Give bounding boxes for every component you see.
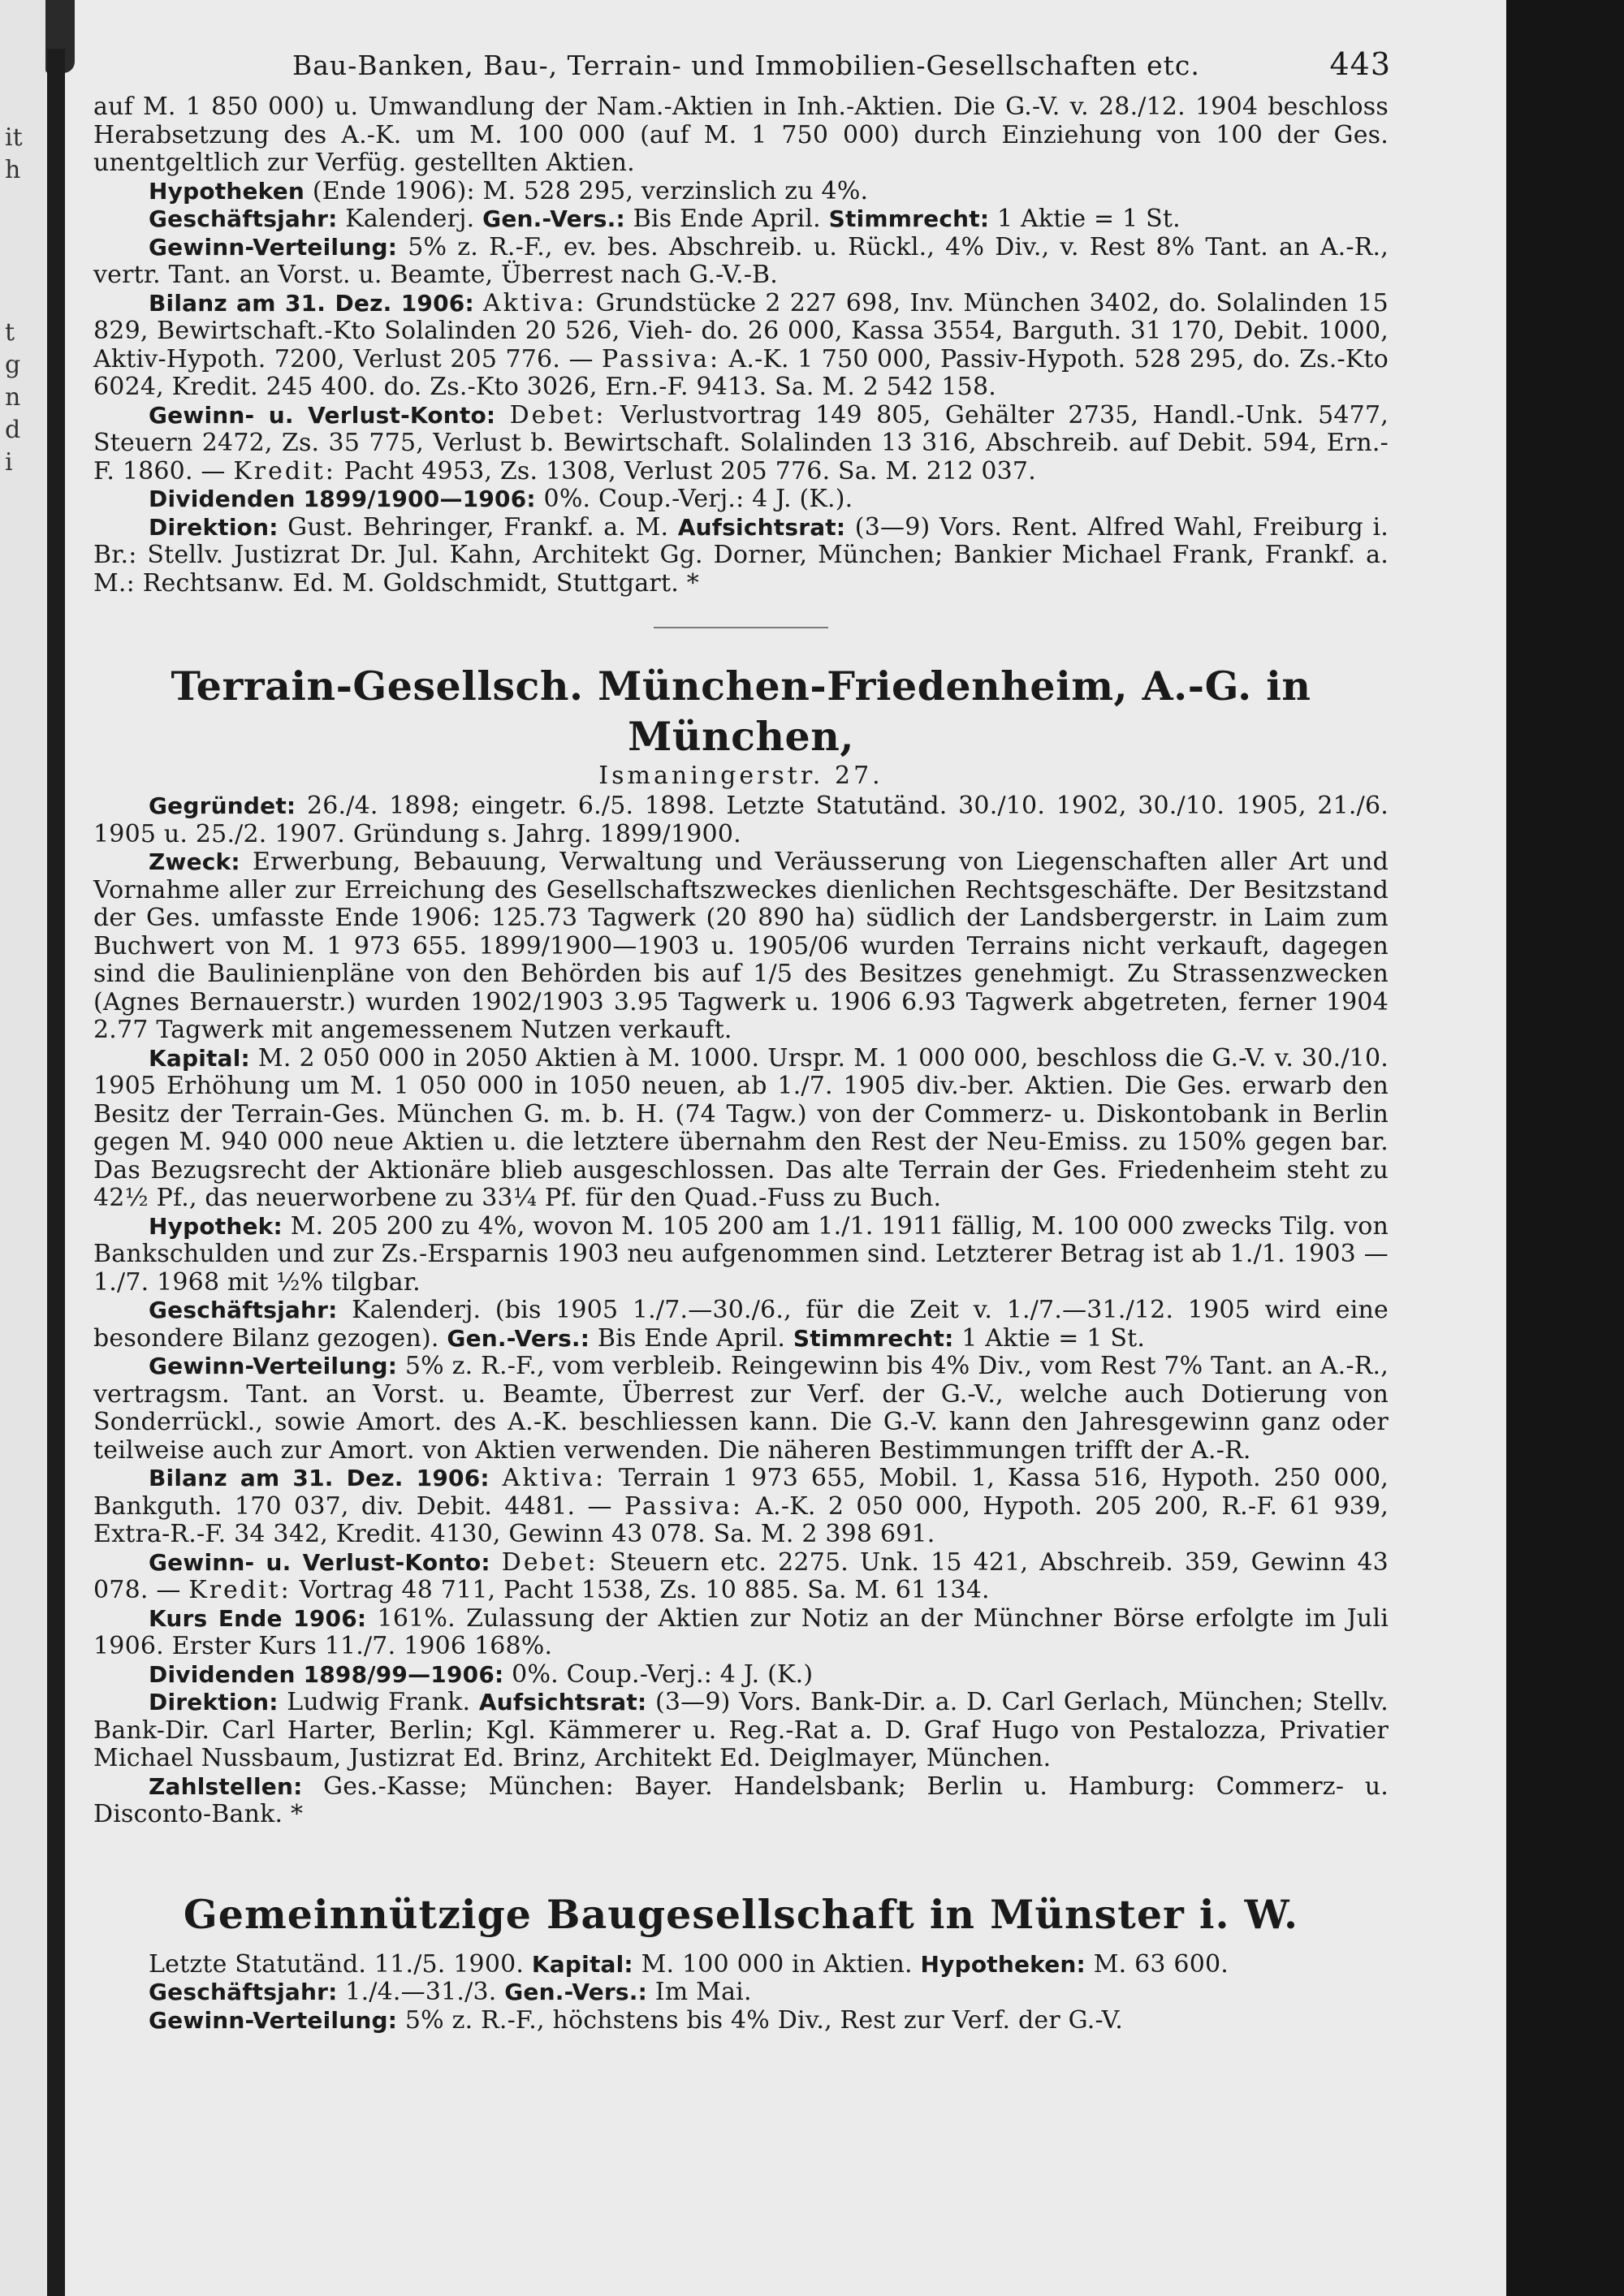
field-label: Hypothek: — [149, 1212, 283, 1240]
field-text: Bis Ende April. — [597, 1323, 786, 1353]
fragment: it — [5, 123, 23, 152]
entry-paragraph — [93, 486, 1389, 514]
field-label: Gewinn-Verteilung: — [149, 2006, 398, 2034]
field-sublabel: Kredit: — [233, 456, 336, 486]
entry-paragraph: auf M. 1 850 000) u. Umwandlung der Nam.-Aktien in Inh.-Aktien. Die G.-V. v. 28./12. 1904 beschloss Herabsetzung des A.-K. um M. 100 000 (auf M. 1 750 000) durch Einziehung von 100 der Ges. unentgeltlich zur Verfüg. gestellten Aktien. — [93, 93, 1389, 177]
field-text: Kalenderj. — [345, 205, 475, 233]
field-label: Kurs Ende 1906: — [149, 1604, 367, 1632]
continued-entry — [93, 93, 1389, 598]
field-sublabel: Aktiva: — [482, 288, 587, 317]
field-sublabel: Aktiva: — [502, 1464, 607, 1492]
company-entry — [93, 661, 1389, 1829]
field-label: Zweck: — [149, 848, 240, 875]
entry-paragraph — [93, 1549, 1389, 1605]
field-text: Ges.-Kasse; München: Bayer. Handelsbank; Berlin u. Hamburg: Commerz- u. Disconto-Bank. * — [93, 1772, 1389, 1828]
fragment: n — [5, 383, 21, 412]
field-text: Im Mai. — [654, 1978, 752, 2006]
field-label: Gewinn-Verteilung: — [149, 233, 398, 261]
field-label: Bilanz am 31. Dez. 1906: — [149, 1465, 490, 1491]
field-text: M. 63 600. — [1093, 1949, 1229, 1979]
field-text: Grundstücke 2 227 698, Inv. München 3402, do. Solalinden 15 829, Bewirtschaft.-Kto Solalinden 20 526, Vieh- do. 26 000, Kassa 3554, Barguth. 31 170, Debit. 1000, Aktiv-Hypoth. 7200, Verlust 205 776. — — [93, 288, 1389, 373]
field-text: M. 100 000 in Aktien. — [641, 1949, 913, 1979]
entry-paragraph — [93, 792, 1389, 848]
field-text: 0%. Coup.-Verj.: 4 J. (K.) — [512, 1659, 814, 1689]
field-text: Letzte Statutänd. 11./5. 1900. — [149, 1949, 525, 1979]
field-sublabel: Debet: — [509, 400, 607, 429]
field-text: 1 Aktie = 1 St. — [961, 1323, 1146, 1353]
page-header — [93, 45, 1389, 93]
field-label: Gewinn-Verteilung: — [149, 1353, 398, 1379]
field-text: 5% z. R.-F., ev. bes. Abschreib. u. Rückl., 4% Div., v. Rest 8% Tant. an A.-R., vertr. Tant. an Vorst. u. Beamte, Überrest nach G.-V.-B. — [93, 232, 1389, 289]
entry-paragraph — [93, 402, 1389, 486]
field-text: M. 2 050 000 in 2050 Aktien à M. 1000. Urspr. M. 1 000 000, beschloss die G.-V. v. 30./10. 1905 Erhöhung um M. 1 050 000 in 1050 neuen, ab 1./7. 1905 div.-ber. Aktien. Die Ges. erwarb den Besitz der Terrain-Ges. München G. m. b. H. (74 Tagw.) von der Commerz- u. Diskontobank in Berlin gegen M. 940 000 neue Aktien u. die letztere übernahm den Rest der Neu-Emiss. zu 150% gegen bar. Das Bezugsrecht der Aktionäre blieb ausgeschlossen. Das alte Terrain der Ges. Friedenheim steht zu 42½ Pf., das neuerworbene zu 33¼ Pf. für den Quad.-Fuss zu Buch. — [93, 1043, 1389, 1212]
fragment: d — [5, 416, 21, 444]
section-divider — [654, 627, 828, 628]
field-text: (3—9) Vors. Bank-Dir. a. D. Carl Gerlach, München; Stellv. Bank-Dir. Carl Harter, Berlin; Kgl. Kämmerer u. Reg.-Rat a. D. Graf Hugo von Pestalozza, Privatier Michael Nussbaum, Justizrat Ed. Brinz, Architekt Ed. Deiglmayer, München. — [93, 1688, 1389, 1772]
field-label: Geschäftsjahr: — [149, 1297, 338, 1323]
field-label: Gegründet: — [149, 792, 296, 819]
field-label: Gen.-Vers.: — [447, 1324, 590, 1352]
field-text: Terrain 1 973 655, Mobil. 1, Kassa 516, Hypoth. 250 000, Bankguth. 170 037, div. Debit. 4481. — — [93, 1464, 1389, 1521]
field-label: Direktion: — [149, 513, 279, 541]
entry-paragraph — [93, 1661, 1389, 1690]
field-label: Zahlstellen: — [149, 1772, 303, 1800]
field-text: 0%. Coup.-Verj.: 4 J. (K.). — [543, 485, 853, 513]
field-label: Gewinn- u. Verlust-Konto: — [149, 1548, 490, 1576]
entry-paragraph — [93, 1213, 1389, 1297]
field-label: Gen.-Vers.: — [482, 205, 625, 232]
field-label: Bilanz am 31. Dez. 1906: — [149, 289, 474, 317]
page-number: 443 — [1329, 46, 1391, 82]
entry-paragraph — [93, 848, 1389, 1045]
field-text: Bis Ende April. — [633, 205, 821, 233]
field-label: Geschäftsjahr: — [149, 1979, 338, 2005]
field-text: (3—9) Vors. Rent. Alfred Wahl, Freiburg i. Br.: Stellv. Justizrat Dr. Jul. Kahn, Architekt Gg. Dorner, München; Bankier Michael Frank, Frankf. a. M.: Rechtsanw. Ed. M. Goldschmidt, Stuttgart. * — [93, 512, 1389, 598]
field-label: Hypotheken — [149, 177, 305, 205]
field-text: Erwerbung, Bebauung, Verwaltung und Veräusserung von Liegenschaften aller Art und Vornahme aller zur Erreichung des Gesellschaftszweckes dienlichen Rechtsgeschäfte. Der Besitzstand der Ges. umfasste Ende 1906: 125.73 Tagwerk (20 890 ha) südlich der Landsbergerstr. in Laim zum Buchwert von M. 1 973 655. 1899/1900—1903 u. 1905/06 wurden Terrains nicht verkauft, dagegen sind die Baulinienpläne von den Behörden bis auf 1/5 des Besitzes genehmigt. Zu Strassenzwecken (Agnes Bernauerstr.) wurden 1902/1903 3.95 Tagwerk u. 1906 6.93 Tagwerk abgetreten, ferner 1904 2.77 Tagwerk mit angemessenem Nutzen verkauft. — [93, 848, 1389, 1044]
scan-right-border — [1506, 0, 1624, 2296]
field-sublabel: Passiva: — [602, 344, 721, 373]
company-entry — [93, 1889, 1389, 2035]
field-sublabel: Debet: — [501, 1547, 598, 1577]
field-text: 161%. Zulassung der Aktien zur Notiz an der Münchner Börse erfolgte im Juli 1906. Erster Kurs 11./7. 1906 168%. — [93, 1603, 1389, 1660]
field-label: Stimmrecht: — [793, 1324, 954, 1352]
company-title: Terrain-Gesellsch. München-Friedenheim, A.-G. in München, — [171, 662, 1311, 760]
entry-paragraph — [93, 178, 1389, 206]
field-label: Aufsichtsrat: — [677, 513, 846, 541]
field-text: Gust. Behringer, Frankf. a. M. — [287, 512, 669, 542]
field-label: Dividenden 1898/99—1906: — [149, 1660, 504, 1688]
field-label: Hypotheken: — [920, 1950, 1086, 1978]
field-text: A.-K. 2 050 000, Hypoth. 205 200, R.-F. 61 939, Extra-R.-F. 34 342, Kredit. 4130, Gewinn 43 078. Sa. M. 2 398 691. — [93, 1491, 1389, 1548]
field-label: Gen.-Vers.: — [504, 1979, 647, 2005]
field-label: Gewinn- u. Verlust-Konto: — [149, 401, 496, 429]
entry-paragraph — [93, 1297, 1389, 1353]
entry-paragraph — [93, 1689, 1389, 1773]
entry-paragraph — [93, 290, 1389, 402]
field-text: 5% z. R.-F., höchstens bis 4% Div., Rest zur Verf. der G.-V. — [404, 2005, 1123, 2035]
field-text: A.-K. 1 750 000, Passiv-Hypoth. 528 295, do. Zs.-Kto 6024, Kredit. 245 400. do. Zs.-Kto 3026, Ern.-F. 9413. Sa. M. 2 542 158. — [93, 344, 1389, 401]
entry-paragraph — [93, 2007, 1389, 2035]
field-text: Steuern etc. 2275. Unk. 15 421, Abschreib. 359, Gewinn 43 078. — — [93, 1547, 1389, 1604]
fragment: g — [5, 351, 21, 379]
field-text: Vortrag 48 711, Pacht 1538, Zs. 10 885. Sa. M. 61 134. — [299, 1576, 990, 1604]
field-label: Aufsichtsrat: — [478, 1689, 647, 1716]
field-label: Dividenden 1899/1900—1906: — [149, 486, 536, 512]
field-text: 5% z. R.-F., vom verbleib. Reingewinn bis 4% Div., vom Rest 7% Tant. an A.-R., vertragsm. Tant. an Vorst. u. Beamte, Überrest zur Verf. der G.-V., welche auch Dotierung von Sonderrückl., sowie Amort. des A.-K. beschliessen kann. Die G.-V. kann den Jahresgewinn ganz oder teilweise auch zur Amort. von Aktien verwenden. Die näheren Bestimmungen trifft der A.-R. — [93, 1352, 1389, 1465]
entry-paragraph — [93, 205, 1389, 234]
running-title: Bau-Banken, Bau-, Terrain- und Immobilien-Gesellschaften etc. — [292, 50, 1200, 81]
entry-paragraph — [93, 1773, 1389, 1829]
field-sublabel: Passiva: — [624, 1491, 744, 1521]
field-text: Verlustvortrag 149 805, Gehälter 2735, Handl.-Unk. 5477, Steuern 2472, Zs. 35 775, Verlust b. Bewirtschaft. Solalinden 13 316, Abschreib. auf Debit. 594, Ern.-F. 1860. — — [93, 400, 1389, 486]
entry-paragraph — [93, 234, 1389, 290]
field-text: Pacht 4953, Zs. 1308, Verlust 205 776. Sa. M. 212 037. — [343, 456, 1036, 486]
field-text: 1./4.—31./3. — [345, 1978, 497, 2006]
field-text: Kalenderj. (bis 1905 1./7.—30./6., für die Zeit v. 1./7.—31./12. 1905 wird eine besondere Bilanz gezogen). — [93, 1296, 1389, 1353]
field-label: Kapital: — [149, 1044, 250, 1072]
field-text: 26./4. 1898; eingetr. 6./5. 1898. Letzte Statutänd. 30./10. 1902, 30./10. 1905, 21./6. 1905 u. 25./2. 1907. Gründung s. Jahrg. 1899/1900. — [93, 792, 1389, 848]
field-label: Geschäftsjahr: — [149, 205, 338, 232]
field-sublabel: Kredit: — [188, 1576, 292, 1604]
field-text: (Ende 1906): M. 528 295, verzinslich zu 4%. — [312, 176, 869, 205]
entry-paragraph — [93, 514, 1389, 598]
entry-paragraph — [93, 1979, 1389, 2007]
entry-paragraph — [93, 1353, 1389, 1465]
field-text: Ludwig Frank. — [287, 1688, 471, 1716]
field-text: M. 205 200 zu 4%, wovon M. 105 200 am 1./1. 1911 fällig, M. 100 000 zwecks Tilg. von Bankschulden und zur Zs.-Ersparnis 1903 neu aufgenommen sind. Letzterer Betrag ist ab 1./1. 1903 — 1./7. 1968 mit ½% tilgbar. — [93, 1211, 1389, 1297]
entry-paragraph — [93, 1605, 1389, 1661]
field-label: Direktion: — [149, 1689, 279, 1716]
entry-paragraph — [93, 1045, 1389, 1213]
fragment: h — [5, 156, 21, 184]
field-label: Stimmrecht: — [828, 205, 990, 232]
previous-page-fragments — [5, 122, 42, 479]
company-address: Ismaningerstr. 27. — [598, 762, 883, 790]
page-content — [93, 45, 1389, 2035]
company-title: Gemeinnützige Baugesellschaft in Münster i. W. — [183, 1890, 1299, 1938]
book-spine — [47, 49, 65, 2296]
fragment: t — [5, 318, 15, 347]
fragment: i — [5, 448, 13, 477]
entry-paragraph — [93, 1465, 1389, 1549]
field-text: 1 Aktie = 1 St. — [997, 205, 1181, 233]
entry-paragraph — [93, 1951, 1389, 1979]
field-label: Kapital: — [531, 1950, 633, 1978]
